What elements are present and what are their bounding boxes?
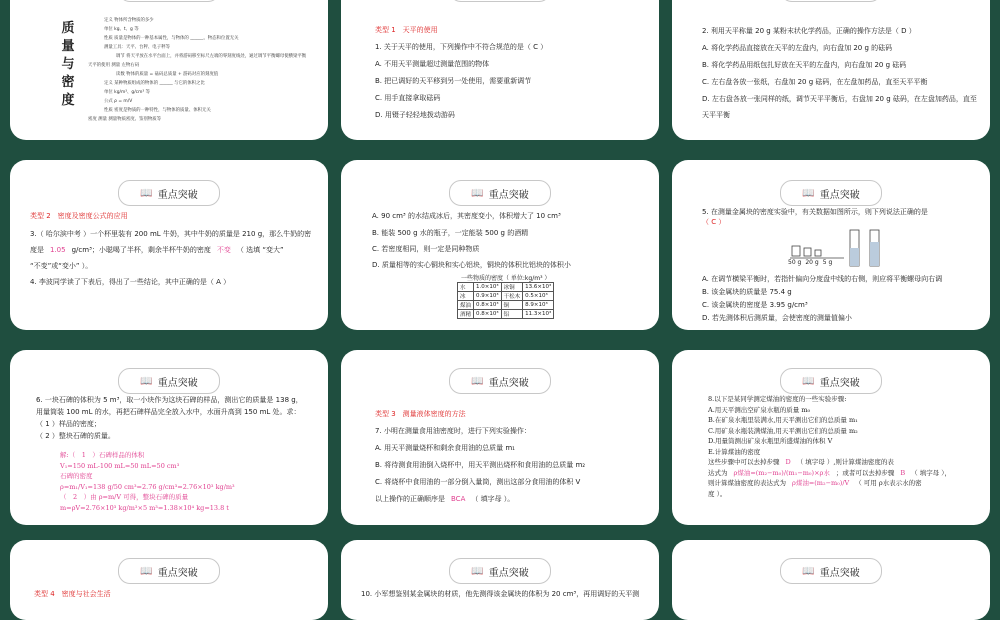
slide-5-density-table[interactable] <box>341 160 659 330</box>
mind-map-line: 公式 ρ = m/V <box>104 99 133 104</box>
question-type: 类型 1 天平的使用 <box>375 26 438 34</box>
solution-line: ρ=m₁/V₁=138 g/50 cm³=2.76 g/cm³=2.76×10³ kg/m³ <box>60 482 235 491</box>
book-icon: 📖 <box>140 565 153 577</box>
text: （ 填字母 ）， <box>911 468 952 477</box>
weight-label: 50 g <box>788 259 802 266</box>
table-cell: 冰铜 <box>501 283 523 292</box>
solution-line: V₁=150 mL-100 mL=50 mL=50 cm³ <box>60 461 180 470</box>
question-line: E.计算煤油的密度 <box>708 447 761 456</box>
header-label: 重点突破 <box>157 567 198 579</box>
weight-label: 5 g <box>822 259 833 266</box>
option-b[interactable]: B. 将化学药品用纸包扎好放在天平的左盘内，向右盘加 20 g 砝码 <box>702 61 907 69</box>
step-c: C. 将烧杯中食用油的一部分倒入量筒，测出这部分食用油的体积 V <box>375 478 581 486</box>
option-d[interactable]: D. 用镊子轻轻地拨动游码 <box>375 111 455 119</box>
table-row <box>458 283 554 292</box>
text: ；或者可以去掉步骤 <box>835 468 895 477</box>
option-d[interactable]: D. 质量相等的实心铜块和实心铝块，铜块的体积比铝块的体积小 <box>372 261 571 269</box>
slide-10-density-society[interactable] <box>10 540 328 620</box>
table-row <box>458 292 554 301</box>
question-type: 类型 3 测量液体密度的方法 <box>375 410 466 418</box>
solution-line: 解:（ 1 ）石碑样品的体积 <box>60 451 145 459</box>
density-table <box>457 282 554 319</box>
slide-header <box>780 368 882 394</box>
book-icon: 📖 <box>802 375 815 387</box>
slide-header <box>118 180 220 206</box>
slide-9-kerosene-density[interactable] <box>672 350 990 525</box>
table-cell: 酒精 <box>458 310 474 319</box>
table-cell: 1.0×10³ <box>474 283 502 292</box>
question-text: 10. 小军想鉴别某金属块的材质，他先测得该金属块的体积为 20 cm³，再用调好的天平测 <box>361 590 640 598</box>
answer-blank: 不变 <box>216 246 231 254</box>
question-line: 8.以下是某同学测定煤油的密度的一些实验步骤: <box>708 395 847 403</box>
answer-blank: 1.05 <box>50 246 66 254</box>
slide-header <box>780 0 882 2</box>
slide-8-liquid-density[interactable] <box>341 350 659 525</box>
mind-map-line: 天平的使用 测量 左物右码 <box>88 63 140 68</box>
question-4: 4. 李波同学读了下表后，得出了一些结论，其中正确的是（ A ） <box>30 278 231 286</box>
experiment-figure <box>788 226 898 270</box>
header-label: 重点突破 <box>819 189 860 201</box>
table-cell: 0.8×10³ <box>474 310 502 319</box>
slide-7-stone-tablet[interactable] <box>10 350 328 525</box>
title-char: 量 <box>61 39 75 54</box>
question-type: 类型 2 密度及密度公式的应用 <box>30 212 128 220</box>
question-line: 度 ）。 <box>708 489 727 498</box>
step-a: A. 用天平测量烧杯和剩余食用油的总质量 m₁ <box>375 444 515 452</box>
question-line-1: 6. 一块石碑的体积为 5 m³，取一小块作为这块石碑的样品，测出它的质量是 138 g， <box>36 396 303 404</box>
option-b[interactable]: B. 能装 500 g 水的瓶子，一定能装 500 g 的酒精 <box>372 229 529 237</box>
option-d-cont: 天平平衡 <box>702 111 730 119</box>
slide-header <box>449 368 551 394</box>
book-icon: 📖 <box>140 187 153 199</box>
slide-1-header <box>118 0 220 2</box>
book-icon: 📖 <box>471 375 484 387</box>
text: （ 填字母 ）。 <box>471 495 515 503</box>
option-d[interactable]: D. 若先测体积后测质量，会使密度的测量值偏小 <box>702 314 852 322</box>
option-a[interactable]: A. 将化学药品直接放在天平的左盘内，向右盘加 20 g 的砝码 <box>702 44 893 52</box>
mind-map-line: 调节 将天平放在水平台面上，并将游码移至标尺左端的零刻度线处，通过调节平衡螺母使横梁平衡 <box>116 54 307 59</box>
mind-map-line: 密度 测量 测量物质密度、鉴别物质等 <box>88 117 162 122</box>
option-a[interactable]: A. 不用天平测量超过测量范围的物体 <box>375 60 490 68</box>
mind-map-line: 性质 质量是物体的一种基本属性，与物体的 ______、物态和位置无关 <box>104 36 239 41</box>
header-label: 重点突破 <box>157 377 198 389</box>
table-row <box>458 310 554 319</box>
step-b: B. 将待测食用油倒入烧杯中，用天平测出烧杯和食用油的总质量 m₂ <box>375 461 586 469</box>
option-d[interactable]: D. 左右盘各放一张同样的纸，调节天平平衡后，右盘加 20 g 砝码，在左盘加药品，直至 <box>702 95 977 103</box>
table-row <box>458 301 554 310</box>
slide-6-metal-density[interactable] <box>672 160 990 330</box>
question-text: 7. 小明在测量食用油密度时，进行下列实验操作： <box>375 427 531 435</box>
slide-header <box>118 368 220 394</box>
answer-blank: B <box>900 468 906 477</box>
question-text: 2. 利用天平称量 20 g 某粉末状化学药品，正确的操作方法是（ D ） <box>702 27 916 35</box>
text: （ 可用 ρ水表示水的密 <box>855 479 922 487</box>
text: （ 填字母 ）,则计算煤油密度的表 <box>796 458 894 466</box>
header-label: 重点突破 <box>488 189 529 201</box>
slide-3-weighing-powder[interactable] <box>672 0 990 140</box>
mind-map-line: 读数 物体的质量 = 砝码总质量 + 游码对应的刻度值 <box>116 72 219 77</box>
slide-12[interactable] <box>672 540 990 620</box>
table-cell: 0.8×10³ <box>474 301 502 310</box>
book-icon: 📖 <box>140 375 153 387</box>
answer-blank: ρ煤油=(m₂−m₀)/V <box>792 479 850 487</box>
slide-header <box>780 558 882 584</box>
question-3-line-1: 3.（ 哈尔滨中考 ）一个杯里装有 200 mL 牛奶，其中牛奶的质量是 210 g，那么牛奶的密 <box>30 230 312 238</box>
slide-header <box>780 180 882 206</box>
option-c[interactable]: C. 用手直接拿取砝码 <box>375 94 441 102</box>
header-label: 重点突破 <box>488 567 529 579</box>
question-type: 类型 4 密度与社会生活 <box>34 590 111 598</box>
question-line-4: （ 2 ）整块石碑的质量。 <box>36 432 115 440</box>
mind-map-line: 测量工具：天平、台秤、电子秤等 <box>104 45 170 50</box>
order-line <box>375 495 514 504</box>
question-line <box>708 478 951 489</box>
text: 以上操作的正确顺序是 <box>375 495 445 503</box>
answer-blank: BCA <box>451 495 466 503</box>
slide-2-balance-usage[interactable] <box>341 0 659 140</box>
mind-map-line: 单位 kg、t、g 等 <box>104 27 139 32</box>
table-cell: 干松木 <box>501 292 523 301</box>
title-char: 质 <box>61 21 75 36</box>
table-cell: 煤油 <box>458 301 474 310</box>
solution-line: （ 2 ）由 ρ=m/V 可得，整块石碑的质量 <box>60 493 189 501</box>
slide-header <box>449 180 551 206</box>
option-a[interactable]: A. 在调节横梁平衡时，若指针偏向分度盘中线的右侧，则应将平衡螺母向右调 <box>702 275 943 283</box>
text: （ 选填 “变大” <box>236 246 284 254</box>
table-caption: 一些物质的密度（ 单位:kg/m³ ） <box>461 275 551 282</box>
question-3-line-3: “不变”或“变小” ）。 <box>30 262 93 270</box>
question-line-3: （ 1 ）样品的密度； <box>36 420 101 428</box>
answer-blank: ρ煤油=(m₂−m₀)/(m₁−m₀)×ρ水 <box>733 468 830 477</box>
table-cell: 11.3×10³ <box>523 310 554 319</box>
header-label: 重点突破 <box>157 189 198 201</box>
option-b[interactable]: B. 把已调好的天平移到另一处使用，需要重新调节 <box>375 77 532 85</box>
option-c[interactable]: C. 该金属块的密度是 3.95 g/cm³ <box>702 301 808 309</box>
question-line-2: 用量筒装 100 mL 的水，再把石碑样品完全放入水中，水面升高到 150 mL 处。求： <box>36 408 301 416</box>
slide-1-mind-map[interactable] <box>10 0 328 140</box>
mind-map-lines <box>86 16 306 124</box>
question-text: 5. 在测量金属块的密度实验中，有关数据如图所示，则下列说法正确的是 <box>702 208 928 216</box>
mind-map-line: 定义 某种物质组成的物体的 ______ 与它的体积之比 <box>104 81 205 86</box>
answer-blank: D <box>785 458 791 466</box>
title-char: 密 <box>61 75 75 90</box>
title-char: 与 <box>61 57 75 72</box>
table-cell: 0.9×10³ <box>474 292 502 301</box>
question-line: B.在矿泉水瓶里装满水,用天平测出它们的总质量 m₁ <box>708 416 858 424</box>
book-icon: 📖 <box>802 565 815 577</box>
text: g/cm³；小聪喝了半杯，剩余半杯牛奶的密度 <box>71 246 211 254</box>
table-cell: 冰 <box>458 292 474 301</box>
slide-4-density-formula[interactable] <box>10 160 328 330</box>
header-label: 重点突破 <box>819 567 860 579</box>
solution-line: 石碑的密度 <box>60 472 93 480</box>
book-icon: 📖 <box>802 187 815 199</box>
table-cell: 0.5×10³ <box>523 292 554 301</box>
option-c[interactable]: C. 若密度相同，则一定是同种物质 <box>372 245 480 253</box>
option-c[interactable]: C. 左右盘各放一张纸，右盘加 20 g 砝码，在左盘加药品，直至天平平衡 <box>702 78 928 86</box>
answer: （ C ） <box>702 218 726 226</box>
option-b[interactable]: B. 该金属块的质量是 75.4 g <box>702 288 792 296</box>
text: 则计算煤油密度的表达式为 <box>708 479 786 487</box>
slide-header <box>118 558 220 584</box>
header-label: 重点突破 <box>819 377 860 389</box>
header-label: 重点突破 <box>488 377 529 389</box>
question-line: D.用量筒测出矿泉水瓶里所盛煤油的体积 V <box>708 437 833 445</box>
text: 达式为 <box>708 468 728 477</box>
weight-label: 20 g <box>805 259 819 266</box>
question-lines <box>708 394 951 499</box>
table-cell: 8.9×10³ <box>523 301 554 310</box>
mind-map-line: 单位 kg/m³、g/cm³ 等 <box>104 90 150 95</box>
weight-labels <box>788 259 832 266</box>
title-char: 度 <box>61 93 75 108</box>
question-line: C.用矿泉水瓶装满煤油,用天平测出它们的总质量 m₂ <box>708 426 858 435</box>
question-text: 1. 关于天平的使用，下列操作中不符合规范的是（ C ） <box>375 43 548 51</box>
slide-header <box>449 0 551 2</box>
solution <box>60 450 235 513</box>
book-icon: 📖 <box>471 565 484 577</box>
table-cell: 水 <box>458 283 474 292</box>
question-3-line-2 <box>30 246 284 255</box>
question-line: A.用天平测出空矿泉水瓶的质量 m₀ <box>708 405 811 414</box>
mind-map-line: 定义 物体所含物质的多少 <box>104 18 154 23</box>
option-a[interactable]: A. 90 cm³ 的水结成冰后，其密度变小，体积增大了 10 cm³ <box>372 212 561 220</box>
solution-line: m=ρV=2.76×10³ kg/m³×5 m³=1.38×10⁴ kg=13.8 t <box>60 503 229 512</box>
slide-header <box>449 558 551 584</box>
text: 度是 <box>30 246 44 254</box>
question-line <box>708 457 951 468</box>
table-cell: 铝 <box>501 310 523 319</box>
mind-map-line: 性质 密度是物质的一种特性，与物体的质量、体积无关 <box>104 108 211 113</box>
book-icon: 📖 <box>471 187 484 199</box>
text: 这些步骤中可以去掉步骤 <box>708 458 780 466</box>
slide-11-metal-identification[interactable] <box>341 540 659 620</box>
table-cell: 13.6×10³ <box>523 283 554 292</box>
question-line <box>708 468 951 479</box>
table-cell: 铜 <box>501 301 523 310</box>
